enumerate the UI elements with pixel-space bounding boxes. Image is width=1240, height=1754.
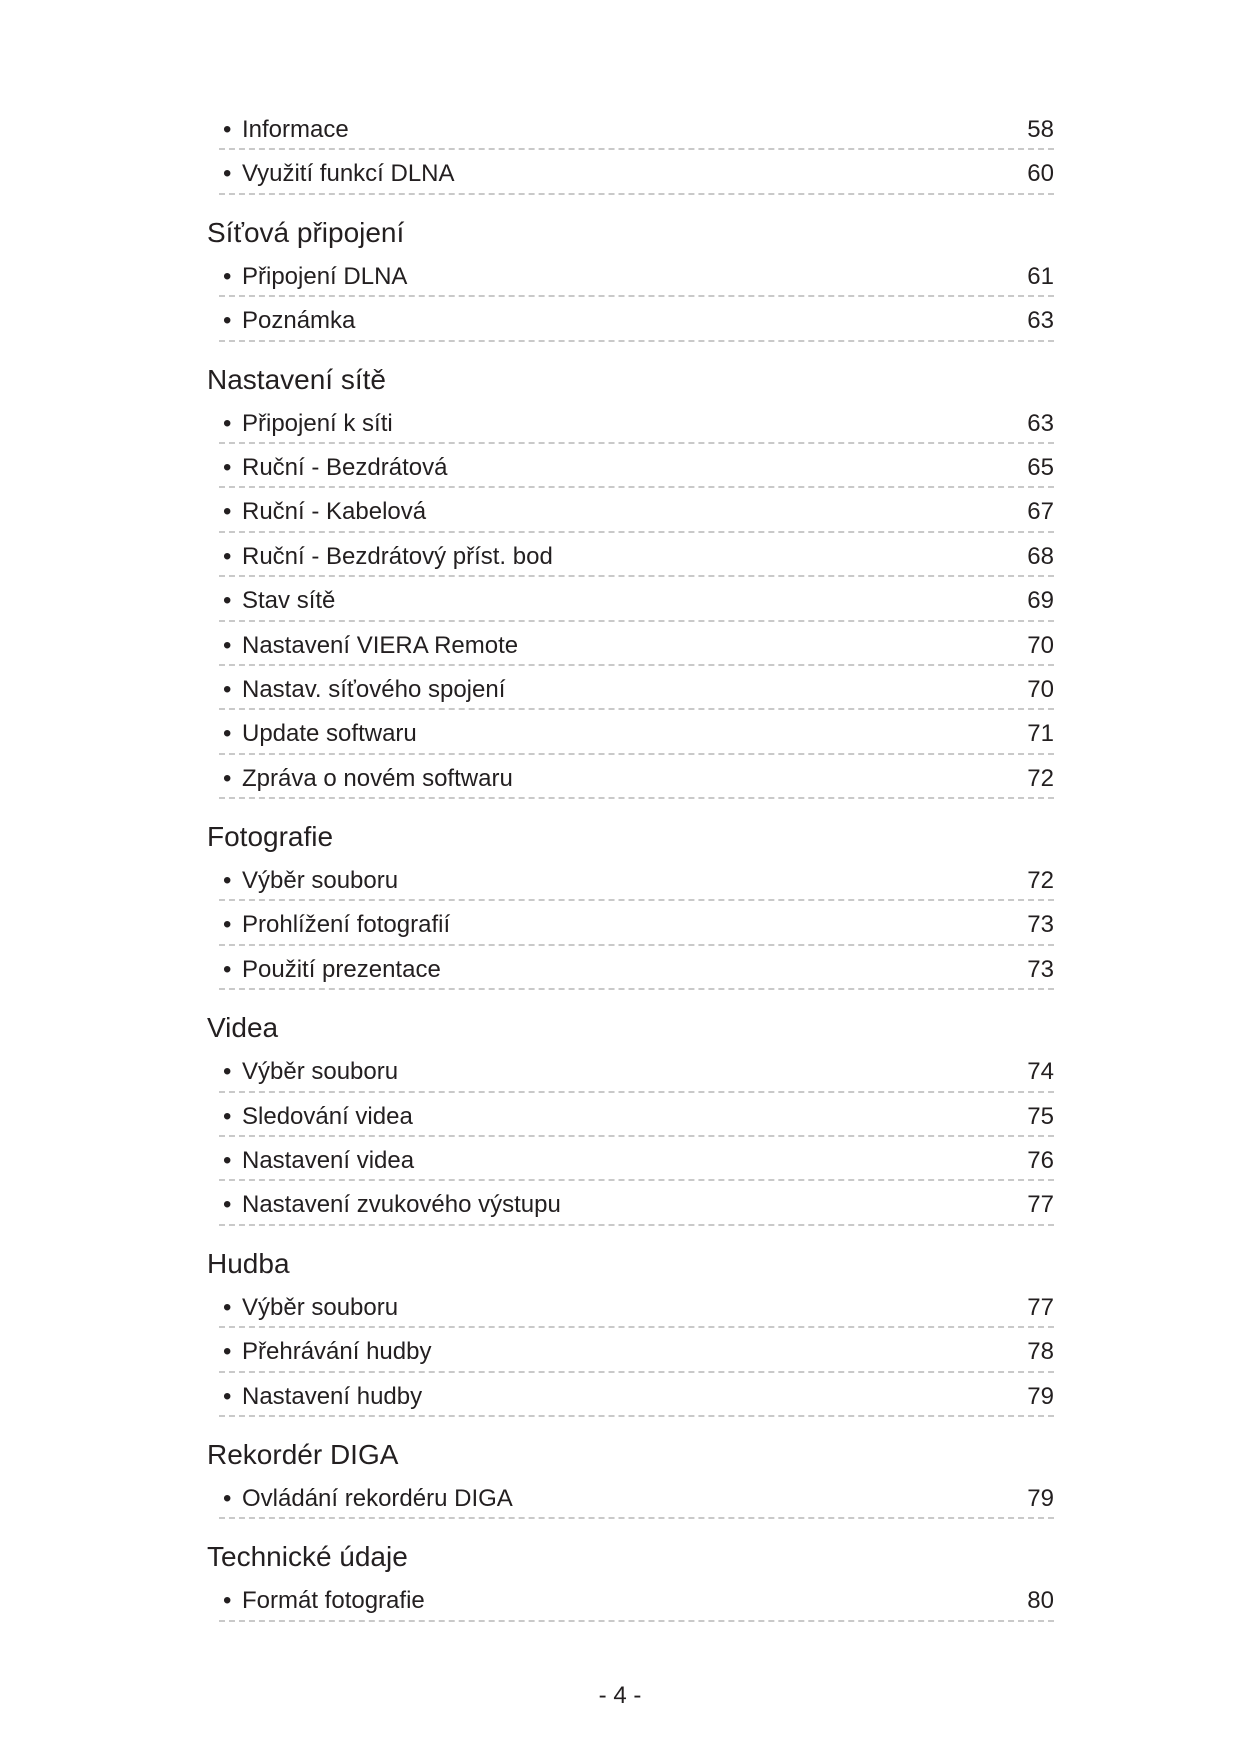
section-heading: Technické údaje: [207, 1541, 408, 1573]
toc-entry[interactable]: [219, 579, 1054, 623]
bullet-icon: •: [223, 498, 232, 526]
entry-page-number[interactable]: 63: [1027, 409, 1054, 437]
toc-section: [0, 801, 1240, 992]
toc-entry[interactable]: [219, 624, 1054, 668]
entry-page-number[interactable]: 77: [1027, 1191, 1054, 1219]
entry-label[interactable]: Informace: [242, 116, 349, 143]
entry-page-number[interactable]: 78: [1027, 1338, 1054, 1366]
toc-entry[interactable]: [219, 108, 1054, 152]
bullet-icon: •: [223, 1587, 232, 1615]
entry-page-number[interactable]: 58: [1027, 116, 1054, 143]
entry-page-number[interactable]: 72: [1027, 764, 1054, 792]
toc-entry[interactable]: [219, 1286, 1054, 1330]
toc-entry[interactable]: [219, 1183, 1054, 1227]
entry-page-number[interactable]: 80: [1027, 1587, 1054, 1615]
entry-label[interactable]: Výběr souboru: [242, 1293, 399, 1321]
entry-label[interactable]: Přehrávání hudby: [242, 1338, 432, 1366]
entry-label[interactable]: Poznámka: [242, 307, 356, 335]
bullet-icon: •: [223, 542, 232, 570]
entry-page-number[interactable]: 76: [1027, 1147, 1054, 1175]
bullet-icon: •: [223, 911, 232, 939]
bullet-icon: •: [223, 720, 232, 748]
entry-page-number[interactable]: 65: [1027, 453, 1054, 481]
toc-entry[interactable]: [219, 1095, 1054, 1139]
entry-page-number[interactable]: 63: [1027, 307, 1054, 335]
toc-entry[interactable]: [219, 299, 1054, 343]
toc-section: [0, 1521, 1240, 1623]
entry-label[interactable]: Připojení DLNA: [242, 262, 408, 290]
bullet-icon: •: [223, 675, 232, 703]
entry-page-number[interactable]: 69: [1027, 587, 1054, 615]
entry-label[interactable]: Připojení k síti: [242, 409, 393, 437]
entry-label[interactable]: Nastavení hudby: [242, 1382, 423, 1410]
entry-label[interactable]: Výběr souboru: [242, 1058, 399, 1086]
entry-label[interactable]: Prohlížení fotografií: [242, 911, 451, 939]
bullet-icon: •: [223, 116, 232, 143]
bullet-icon: •: [223, 1147, 232, 1175]
bullet-icon: •: [223, 1382, 232, 1410]
toc-section: [0, 1419, 1240, 1521]
toc-entry[interactable]: [219, 668, 1054, 712]
toc-entry[interactable]: [219, 255, 1054, 299]
entry-page-number[interactable]: 61: [1027, 262, 1054, 290]
toc-entry[interactable]: [219, 1477, 1054, 1521]
toc-entry[interactable]: [219, 402, 1054, 446]
entry-label[interactable]: Využití funkcí DLNA: [242, 160, 455, 188]
toc-entry[interactable]: [219, 1375, 1054, 1419]
toc-entry[interactable]: [219, 535, 1054, 579]
entry-page-number[interactable]: 72: [1027, 867, 1054, 895]
bullet-icon: •: [223, 1293, 232, 1321]
bullet-icon: •: [223, 307, 232, 335]
entry-label[interactable]: Ovládání rekordéru DIGA: [242, 1484, 513, 1512]
section-heading: Hudba: [207, 1247, 290, 1279]
bullet-icon: •: [223, 262, 232, 290]
entry-page-number[interactable]: 79: [1027, 1484, 1054, 1512]
entry-label[interactable]: Ruční - Kabelová: [242, 498, 427, 526]
bullet-icon: •: [223, 1484, 232, 1512]
toc-section: [0, 108, 1240, 197]
toc-entry[interactable]: [219, 152, 1054, 196]
toc-entry[interactable]: [219, 948, 1054, 992]
toc-section: [0, 992, 1240, 1228]
entry-label[interactable]: Použití prezentace: [242, 955, 441, 983]
entry-label[interactable]: Nastav. síťového spojení: [242, 675, 506, 703]
entry-page-number[interactable]: 67: [1027, 498, 1054, 526]
bullet-icon: •: [223, 1191, 232, 1219]
entry-page-number[interactable]: 75: [1027, 1102, 1054, 1130]
entry-page-number[interactable]: 68: [1027, 542, 1054, 570]
entry-label[interactable]: Výběr souboru: [242, 867, 399, 895]
entry-page-number[interactable]: 70: [1027, 675, 1054, 703]
entry-page-number[interactable]: 71: [1027, 720, 1054, 748]
toc-entry[interactable]: [219, 712, 1054, 756]
bullet-icon: •: [223, 409, 232, 437]
bullet-icon: •: [223, 453, 232, 481]
bullet-icon: •: [223, 764, 232, 792]
entry-page-number[interactable]: 79: [1027, 1382, 1054, 1410]
bullet-icon: •: [223, 1338, 232, 1366]
bullet-icon: •: [223, 1058, 232, 1086]
section-heading: Síťová připojení: [207, 216, 405, 248]
toc-entry[interactable]: [219, 490, 1054, 534]
entry-page-number[interactable]: 74: [1027, 1058, 1054, 1086]
toc-entry[interactable]: [219, 1139, 1054, 1183]
bullet-icon: •: [223, 1102, 232, 1130]
entry-label[interactable]: Update softwaru: [242, 720, 417, 748]
toc-entry[interactable]: [219, 446, 1054, 490]
entry-label[interactable]: Formát fotografie: [242, 1587, 425, 1615]
toc-entry[interactable]: [219, 903, 1054, 947]
entry-page-number[interactable]: 73: [1027, 911, 1054, 939]
toc-entry[interactable]: [219, 757, 1054, 801]
section-heading: Fotografie: [207, 821, 334, 853]
bullet-icon: •: [223, 955, 232, 983]
entry-page-number[interactable]: 73: [1027, 955, 1054, 983]
page-number: - 4 -: [598, 1682, 642, 1709]
entry-label[interactable]: Zpráva o novém softwaru: [242, 764, 513, 792]
toc-entry[interactable]: [219, 1330, 1054, 1374]
entry-label[interactable]: Nastavení videa: [242, 1147, 415, 1175]
entry-label[interactable]: Ruční - Bezdrátový příst. bod: [242, 542, 553, 570]
entry-label[interactable]: Nastavení VIERA Remote: [242, 631, 519, 659]
section-heading: Videa: [207, 1012, 279, 1044]
entry-page-number[interactable]: 70: [1027, 631, 1054, 659]
toc-section: [0, 197, 1240, 344]
toc-entry[interactable]: [219, 1050, 1054, 1094]
entry-label[interactable]: Stav sítě: [242, 587, 336, 615]
bullet-icon: •: [223, 160, 232, 188]
bullet-icon: •: [223, 587, 232, 615]
toc-section: [0, 1228, 1240, 1419]
entry-label[interactable]: Sledování videa: [242, 1102, 413, 1130]
section-heading: Rekordér DIGA: [207, 1438, 399, 1470]
entry-page-number[interactable]: 77: [1027, 1293, 1054, 1321]
table-of-contents: [0, 108, 1240, 1624]
bullet-icon: •: [223, 631, 232, 659]
entry-page-number[interactable]: 60: [1027, 160, 1054, 188]
section-heading: Nastavení sítě: [207, 363, 386, 395]
toc-entry[interactable]: [219, 859, 1054, 903]
toc-section: [0, 344, 1240, 802]
bullet-icon: •: [223, 867, 232, 895]
entry-label[interactable]: Nastavení zvukového výstupu: [242, 1191, 561, 1219]
toc-entry[interactable]: [219, 1579, 1054, 1623]
entry-label[interactable]: Ruční - Bezdrátová: [242, 453, 448, 481]
